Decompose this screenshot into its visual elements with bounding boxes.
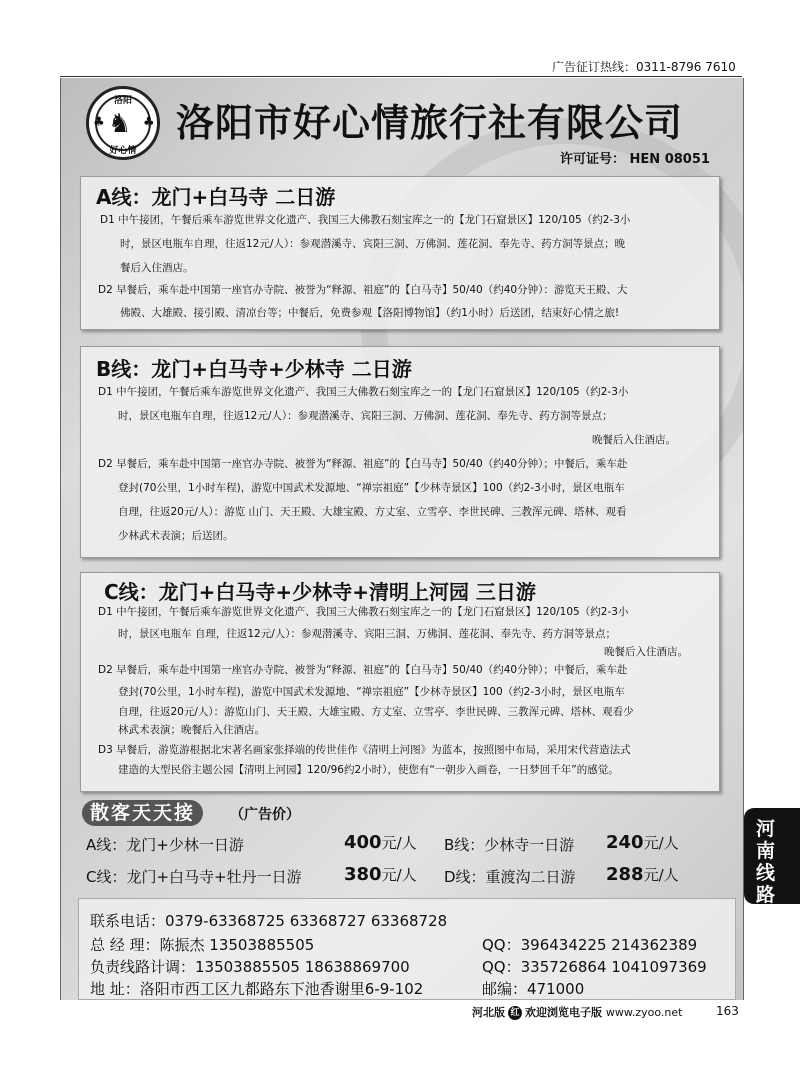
- footer: [472, 1004, 682, 1020]
- page-number: 163: [716, 1004, 739, 1018]
- price-b: [606, 832, 679, 853]
- price-value: 288: [606, 864, 644, 885]
- price-item-b: [444, 834, 574, 855]
- contact-address: 地 址：洛阳市西工区九都路东下池香谢里6-9-102: [90, 980, 424, 998]
- route-c-line: D2 早餐后，乘车赴中国第一座官办寺院、被誉为“释源、祖庭”的【白马寺】50/40（约40分钟）；中餐后，乘车赴: [98, 664, 628, 676]
- price-unit: 元/人: [643, 834, 679, 852]
- horse-icon: ♞: [108, 109, 132, 139]
- route-c-line: 时，景区电瓶车 自理，往返12元/人）：参观潜溪寺、宾阳三洞、万佛洞、莲花洞、奉先寺、药方洞等景点；: [118, 628, 616, 640]
- route-a-title: A线：龙门+白马寺 二日游: [96, 185, 336, 209]
- price-c: [344, 864, 417, 885]
- contact-phone: 联系电话：0379-63368725 63368727 63368728: [90, 912, 448, 930]
- route-c-line: D3 早餐后，游览游根据北宋著名画家张择端的传世佳作《清明上河图》为蓝本，按照图中布局，采用宋代营造法式: [98, 744, 631, 756]
- route-b-line: 登封(70公里，1小时车程)，游览中国武术发源地、“禅宗祖庭”【少林寺景区】100（约2-3小时，景区电瓶车: [118, 482, 625, 494]
- price-item-a: [86, 834, 244, 855]
- contact-postcode: 邮编：471000: [482, 980, 585, 998]
- ad-hotline: 广告征订热线：0311-8796 7610: [552, 60, 736, 74]
- footer-url[interactable]: www.zyoo.net: [605, 1006, 683, 1019]
- route-a-line: 时，景区电瓶车自理，往返12元/人）：参观潜溪寺、宾阳三洞、万佛洞、莲花洞、奉先寺、药方洞等景点；晚: [120, 238, 626, 250]
- red-badge-icon: 红: [508, 1006, 522, 1020]
- tab-char: 路: [756, 884, 776, 906]
- price-value: 240: [606, 832, 644, 853]
- contact-qq-2: QQ：335726864 1041097369: [482, 958, 707, 976]
- price-label: C线：龙门+白马寺+牡丹一日游: [86, 868, 302, 886]
- route-c-title: C线：龙门+白马寺+少林寺+清明上河园 三日游: [104, 580, 536, 604]
- promo-title: 散客天天接: [82, 800, 203, 826]
- contact-route-phone: 负责线路计调：13503885505 18638869700: [90, 958, 410, 976]
- tab-char: 线: [756, 862, 776, 884]
- route-a-line: D2 早餐后，乘车赴中国第一座官办寺院、被誉为“释源、祖庭”的【白马寺】50/40（约40分钟）：游览天王殿、大: [98, 284, 628, 296]
- section-tab: [744, 808, 800, 904]
- price-value: 400: [344, 832, 382, 853]
- license-number: 许可证号： HEN 08051: [560, 152, 710, 167]
- route-c-line: 林武术表演；晚餐后入住酒店。: [118, 724, 265, 736]
- route-a-line: D1 中午接团，午餐后乘车游览世界文化遗产、我国三大佛教石刻宝库之一的【龙门石窟景区】120/105（约2-3小: [100, 214, 631, 226]
- contact-manager: 总 经 理：陈振杰 13503885505: [90, 936, 315, 954]
- tab-char: 南: [756, 840, 776, 862]
- promo-note: （广告价）: [230, 807, 300, 823]
- route-c-line: 晚餐后入住酒店。: [604, 646, 688, 658]
- route-b-line: 少林武术表演；后送团。: [118, 530, 234, 542]
- contact-qq-1: QQ：396434225 214362389: [482, 936, 698, 954]
- route-a-line: 餐后入住酒店。: [120, 262, 194, 274]
- top-rule: [60, 76, 742, 77]
- route-c-line: D1 中午接团，午餐后乘车游览世界文化遗产、我国三大佛教石刻宝库之一的【龙门石窟景区】120/105（约2-3小: [98, 606, 629, 618]
- footer-edition: 河北版: [472, 1006, 505, 1019]
- price-d: [606, 864, 679, 885]
- price-item-d: [444, 866, 576, 887]
- route-b-line: 自理，往返20元/人）：游览 山门、天王殿、大雄宝殿、方丈室、立雪亭、李世民碑、三教浑元碑、塔林、观看: [118, 506, 627, 518]
- route-b-line: 时，景区电瓶车自理，往返12元/人）：参观潜溪寺、宾阳三洞、万佛洞、莲花洞、奉先寺、药方洞等景点；: [118, 410, 613, 422]
- route-c-line: 建造的大型民俗主题公园【清明上河园】120/96约2小时），使您有“一朝步入画卷，一日梦回千年”的感觉。: [118, 764, 619, 776]
- route-c-line: 登封(70公里，1小时车程)，游览中国武术发源地、“禅宗祖庭”【少林寺景区】100（约2-3小时，景区电瓶车: [118, 686, 625, 698]
- price-unit: 元/人: [381, 866, 417, 884]
- price-label: D线：重渡沟二日游: [444, 868, 576, 886]
- company-logo: [86, 86, 160, 160]
- price-unit: 元/人: [643, 866, 679, 884]
- tab-char: 河: [756, 818, 776, 840]
- price-unit: 元/人: [381, 834, 417, 852]
- route-c-line: 自理，往返20元/人）：游览山门、天王殿、大雄宝殿、方丈室、立雪亭、李世民碑、三教浑元碑、塔林、观看少: [118, 706, 634, 718]
- price-a: [344, 832, 417, 853]
- company-name: 洛阳市好心情旅行社有限公司: [176, 100, 684, 145]
- price-label: A线：龙门+少林一日游: [86, 836, 244, 854]
- petal-icon: ♣: [143, 115, 155, 130]
- footer-welcome: 欢迎浏览电子版: [525, 1006, 602, 1019]
- petal-icon: ♣: [93, 115, 105, 130]
- logo-bottom-text: 好心情: [109, 146, 137, 156]
- price-label: B线：少林寺一日游: [444, 836, 575, 854]
- route-b-title: B线：龙门+白马寺+少林寺 二日游: [96, 357, 412, 381]
- route-b-line: D1 中午接团，午餐后乘车游览世界文化遗产、我国三大佛教石刻宝库之一的【龙门石窟景区】120/105（约2-3小: [98, 386, 629, 398]
- price-value: 380: [344, 864, 382, 885]
- route-b-line: D2 早餐后，乘车赴中国第一座官办寺院、被誉为“释源、祖庭”的【白马寺】50/40（约40分钟）；中餐后，乘车赴: [98, 458, 628, 470]
- price-item-c: [86, 866, 302, 887]
- logo-top-text: 洛阳: [113, 96, 132, 106]
- route-a-line: 佛殿、大雄殿、接引殿、清凉台等；中餐后，免费参观【洛阳博物馆】（约1小时）后送团，结束好心情之旅!: [120, 307, 620, 319]
- route-b-line: 晚餐后入住酒店。: [592, 434, 676, 446]
